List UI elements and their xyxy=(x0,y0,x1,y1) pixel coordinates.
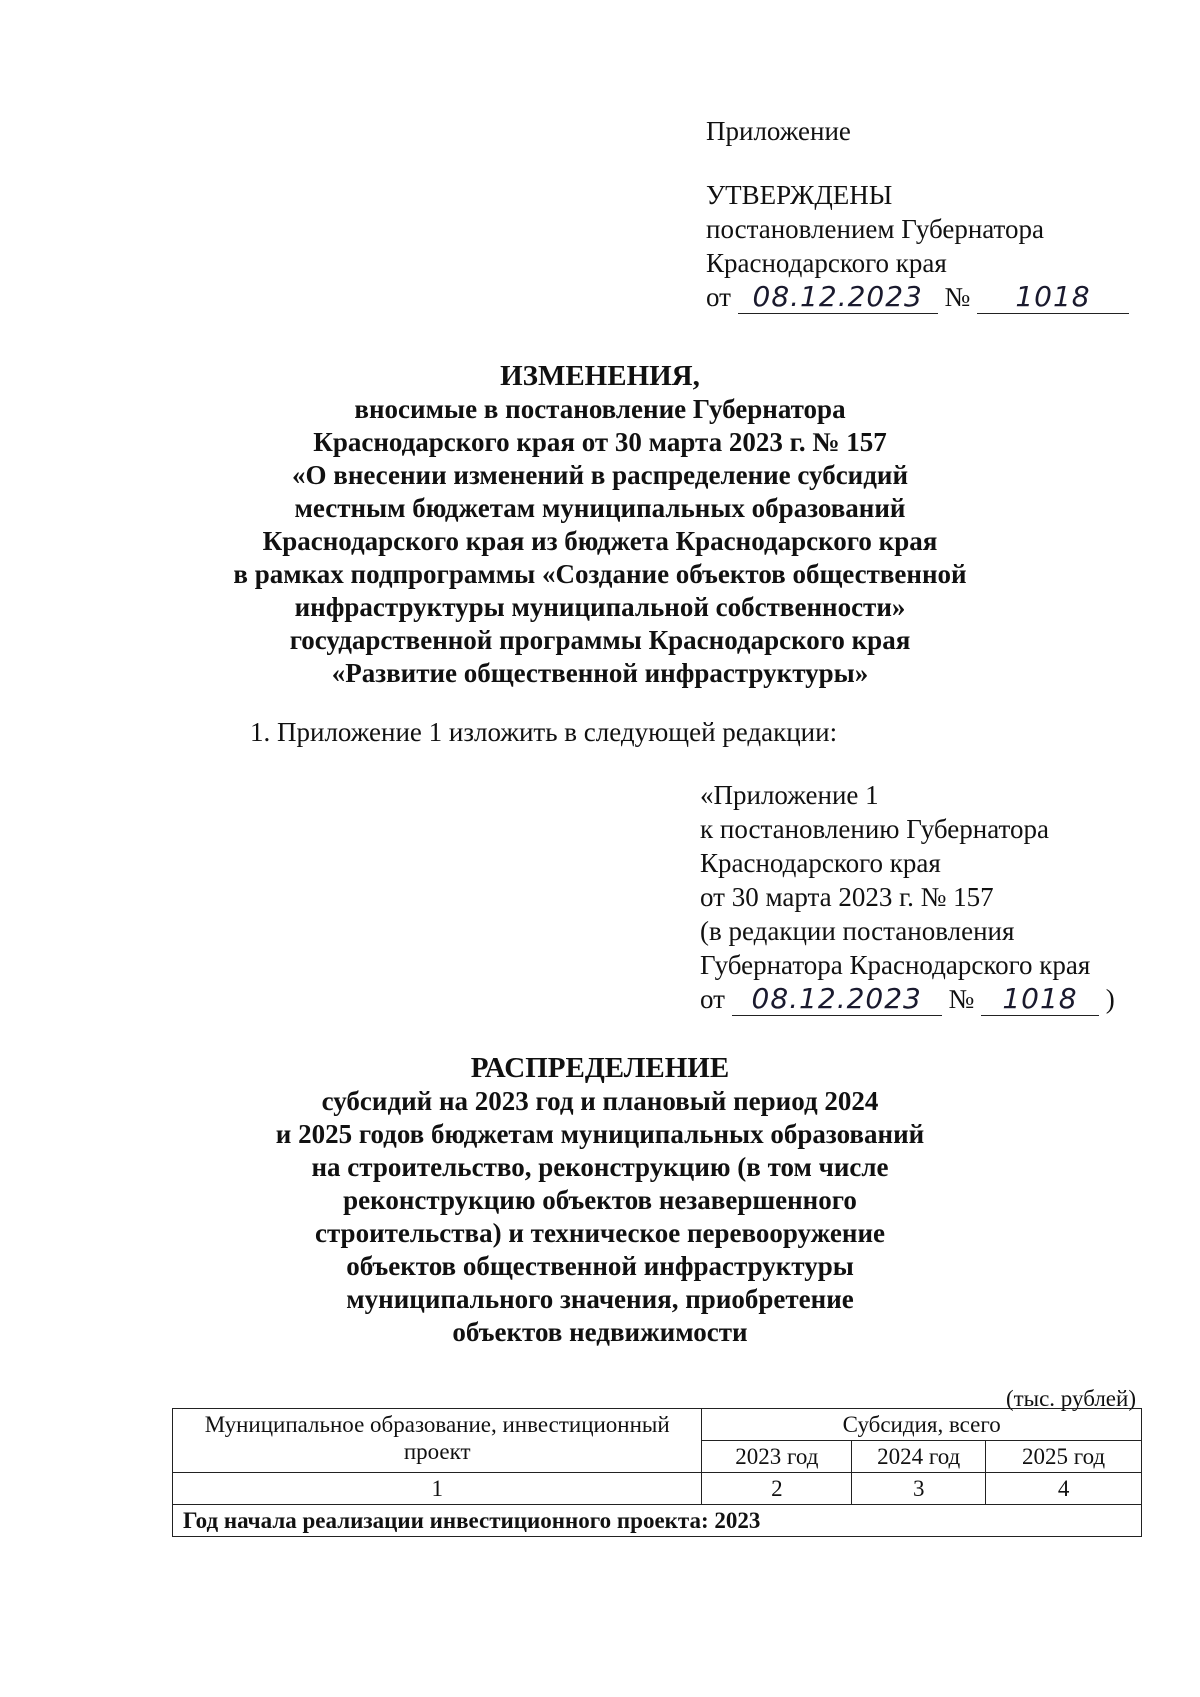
table-row xyxy=(173,1505,1142,1537)
column-number: 4 xyxy=(986,1473,1142,1505)
changes-line: вносимые в постановление Губернатора xyxy=(354,394,846,424)
distribution-line: строительства) и техническое перевооружение xyxy=(314,1218,886,1248)
header-year: 2024 год xyxy=(852,1441,986,1473)
approval-date-line xyxy=(706,280,1129,314)
appendix1-line: (в редакции постановления xyxy=(700,916,1015,946)
changes-line: «О внесении изменений в распределение субсидий xyxy=(291,460,909,490)
section-row: Год начала реализации инвестиционного проекта: 2023 xyxy=(173,1505,1142,1537)
date-prefix: от xyxy=(706,282,731,312)
handwritten-date: 08.12.2023 xyxy=(738,283,938,314)
changes-heading: ИЗМЕНЕНИЯ, xyxy=(500,360,700,392)
header-subsidy-total: Субсидия, всего xyxy=(702,1409,1142,1441)
distribution-line: объектов недвижимости xyxy=(452,1317,748,1347)
changes-title xyxy=(0,360,1200,690)
table-number-row xyxy=(173,1473,1142,1505)
appendix1-date-line xyxy=(700,982,1115,1016)
changes-line: в рамках подпрограммы «Создание объектов общественной xyxy=(233,559,967,589)
unit-label: (тыс. рублей) xyxy=(1005,1386,1136,1411)
column-number: 1 xyxy=(173,1473,702,1505)
appendix-label: Приложение xyxy=(706,116,851,146)
item-1-paragraph: 1. Приложение 1 изложить в следующей редакции: xyxy=(250,717,838,747)
appendix1-line: от 30 марта 2023 г. № 157 xyxy=(700,882,994,912)
changes-line: инфраструктуры муниципальной собственности» xyxy=(294,592,906,622)
distribution-heading: РАСПРЕДЕЛЕНИЕ xyxy=(470,1052,730,1084)
number-sign: № xyxy=(948,984,975,1014)
approved-by-line1: постановлением Губернатора xyxy=(706,214,1044,244)
distribution-line: субсидий на 2023 год и плановый период 2024 xyxy=(321,1086,879,1116)
distribution-line: муниципального значения, приобретение xyxy=(346,1284,854,1314)
table-header-row xyxy=(173,1409,1142,1441)
changes-line: Краснодарского края от 30 марта 2023 г. № 157 xyxy=(313,427,887,457)
distribution-line: объектов общественной инфраструктуры xyxy=(346,1251,854,1281)
approved-label: УТВЕРЖДЕНЫ xyxy=(706,180,893,210)
distribution-line: и 2025 годов бюджетам муниципальных образований xyxy=(275,1119,925,1149)
approved-by-line2: Краснодарского края xyxy=(706,248,947,278)
appendix1-line: Краснодарского края xyxy=(700,848,941,878)
distribution-line: реконструкцию объектов незавершенного xyxy=(343,1185,857,1215)
distribution-title xyxy=(0,1052,1200,1349)
appendix1-line: Губернатора Краснодарского края xyxy=(700,950,1091,980)
number-sign: № xyxy=(944,282,971,312)
distribution-table xyxy=(172,1408,1142,1537)
handwritten-number: 1018 xyxy=(981,985,1099,1016)
appendix1-line: к постановлению Губернатора xyxy=(700,814,1049,844)
appendix1-line: «Приложение 1 xyxy=(700,780,879,810)
column-number: 2 xyxy=(702,1473,852,1505)
changes-line: Краснодарского края из бюджета Краснодарского края xyxy=(262,526,938,556)
handwritten-date: 08.12.2023 xyxy=(732,985,942,1016)
distribution-line: на строительство, реконструкцию (в том числе xyxy=(311,1152,889,1182)
handwritten-number: 1018 xyxy=(977,283,1129,314)
header-year: 2023 год xyxy=(702,1441,852,1473)
close-paren: ) xyxy=(1105,984,1115,1014)
header-municipality: Муниципальное образование, инвестиционный проект xyxy=(173,1409,702,1473)
changes-line: государственной программы Краснодарского края xyxy=(289,625,911,655)
changes-line: «Развитие общественной инфраструктуры» xyxy=(331,658,869,688)
changes-line: местным бюджетам муниципальных образований xyxy=(294,493,906,523)
header-year: 2025 год xyxy=(986,1441,1142,1473)
column-number: 3 xyxy=(852,1473,986,1505)
date-prefix: от xyxy=(700,984,725,1014)
